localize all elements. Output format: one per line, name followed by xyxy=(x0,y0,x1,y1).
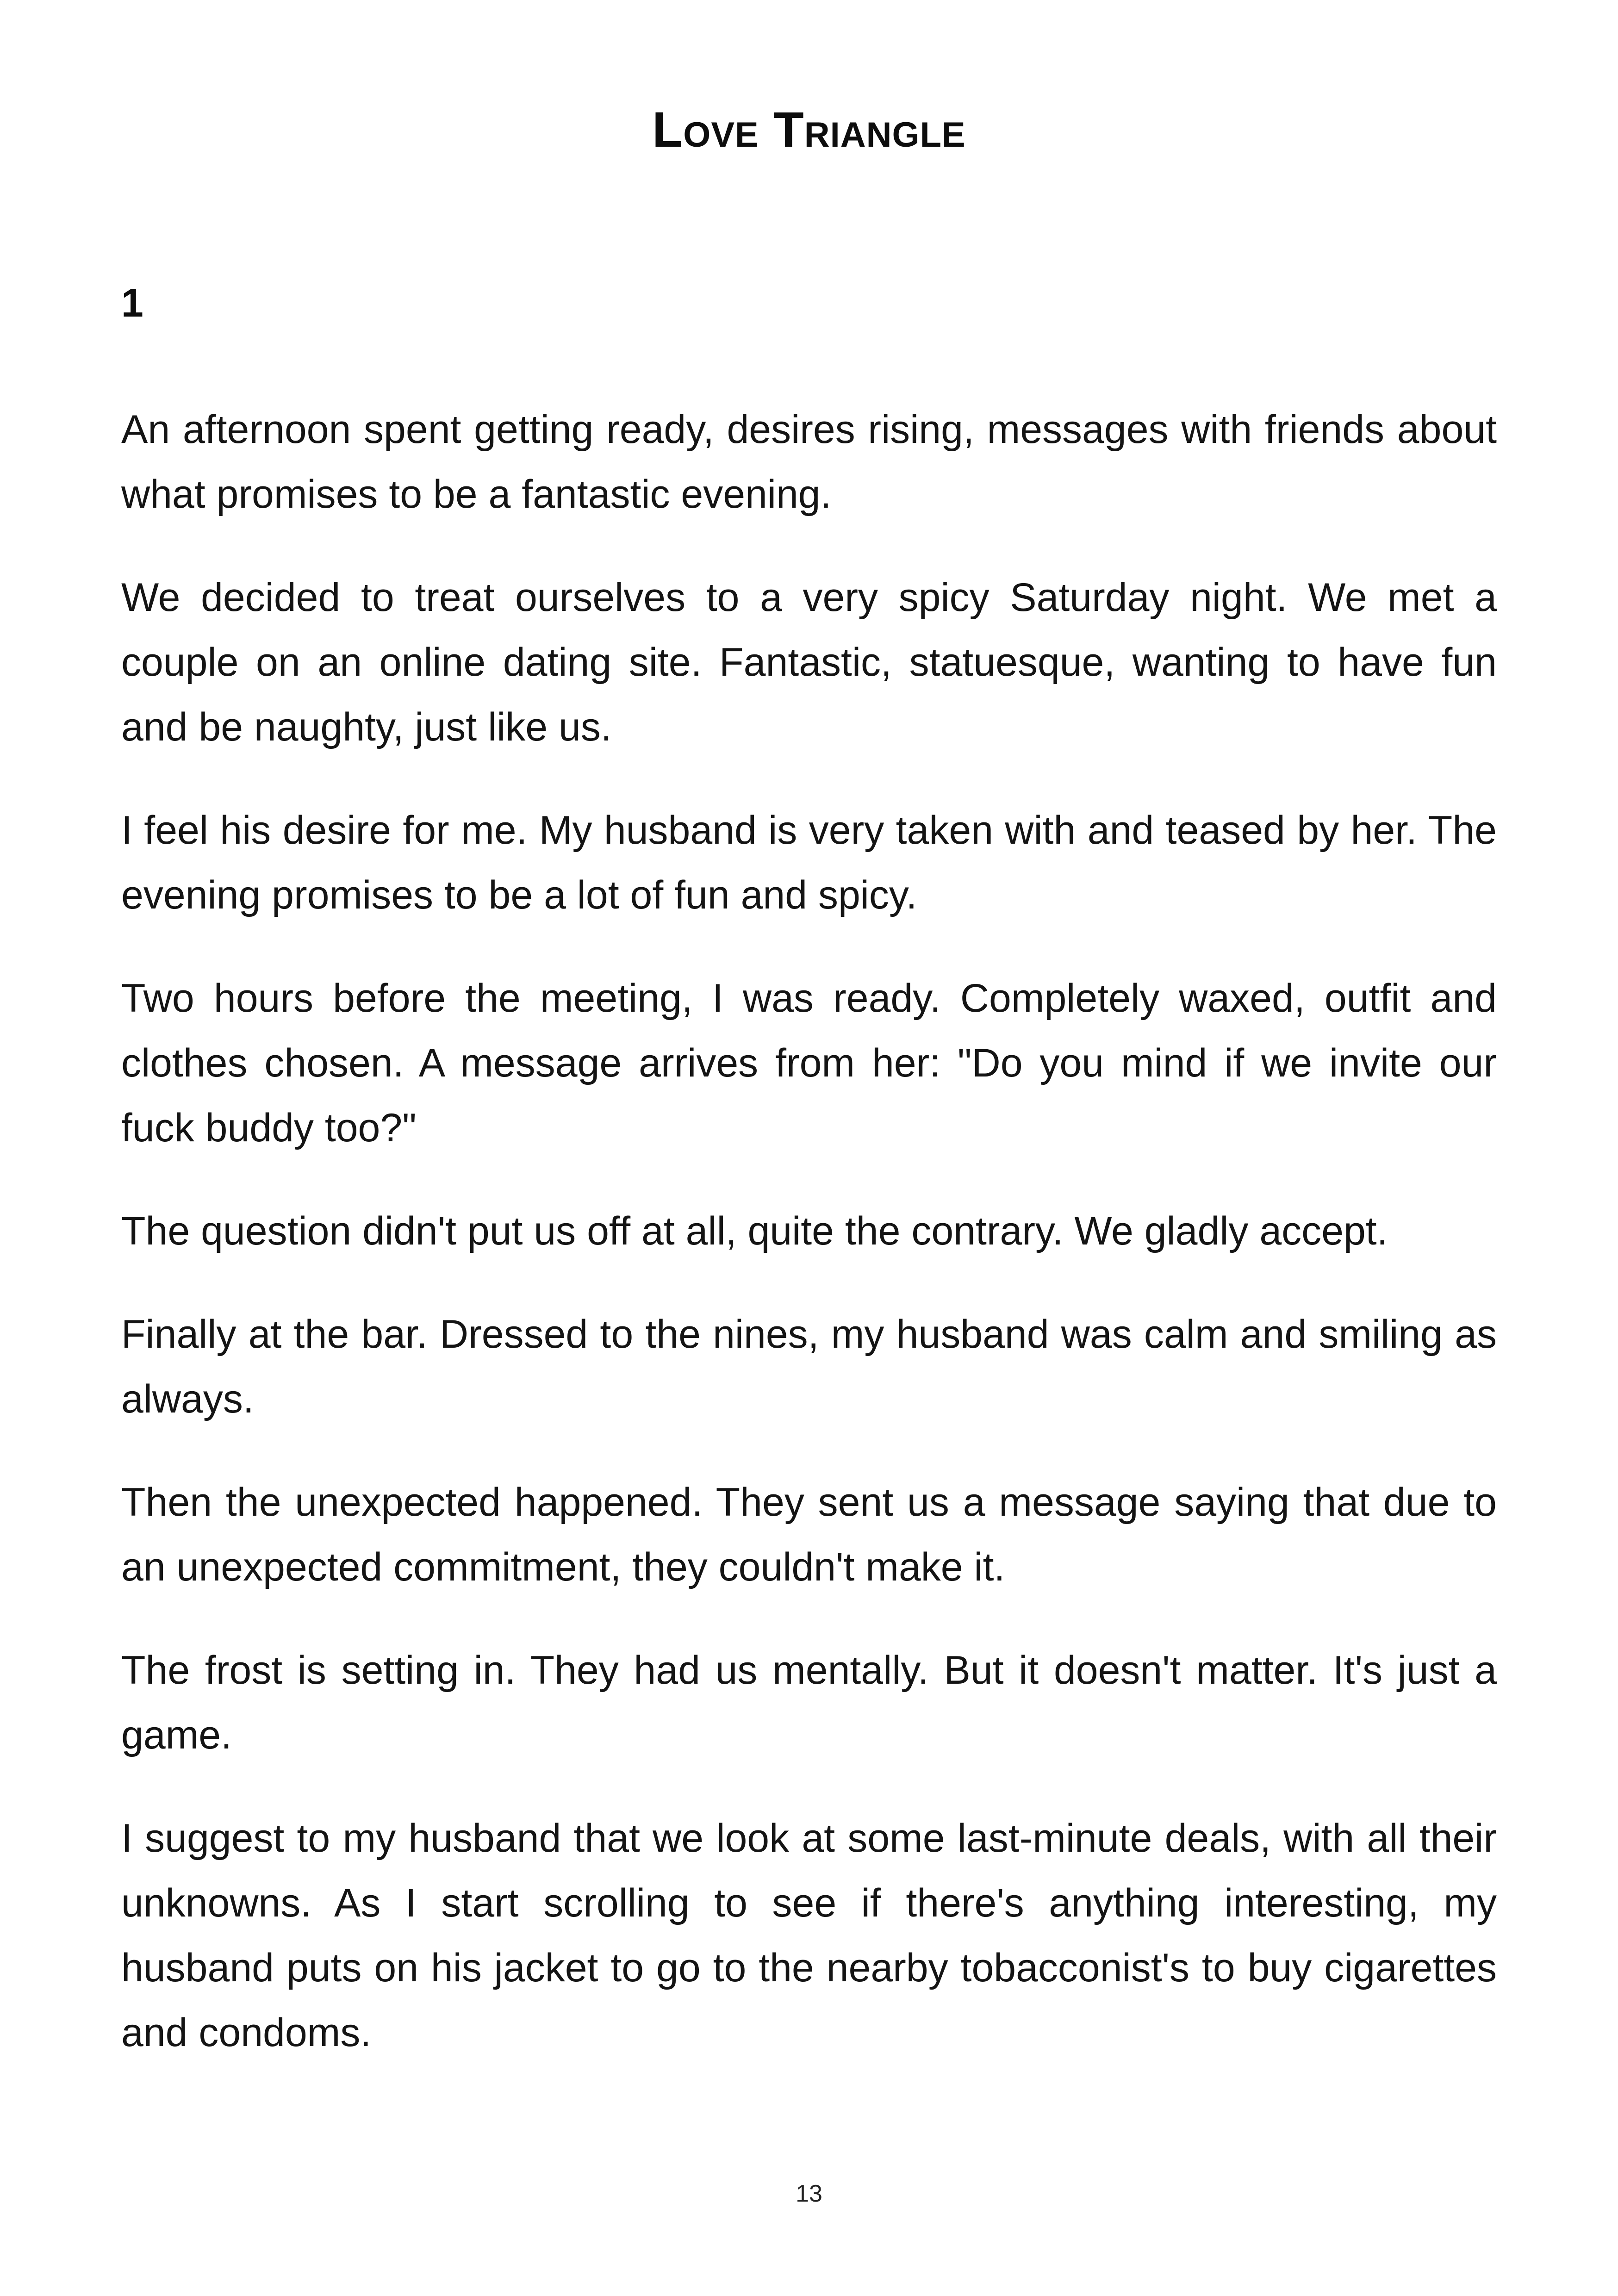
body-text xyxy=(121,397,1497,2103)
chapter-number: 1 xyxy=(121,281,143,325)
paragraph: An afternoon spent getting ready, desires rising, messages with friends about what promises to be a fantastic evening. xyxy=(121,407,1497,516)
paragraph: Two hours before the meeting, I was ready. Completely waxed, outfit and clothes chosen. A message arrives from her: "Do you mind if we invite our fuck buddy too?" xyxy=(121,976,1497,1150)
paragraph: The question didn't put us off at all, quite the contrary. We gladly accept. xyxy=(121,1209,1388,1253)
paragraph: Finally at the bar. Dressed to the nines, my husband was calm and smiling as always. xyxy=(121,1312,1497,1421)
paragraph: The frost is setting in. They had us mentally. But it doesn't matter. It's just a game. xyxy=(121,1648,1497,1757)
paragraph: We decided to treat ourselves to a very spicy Saturday night. We met a couple on an online dating site. Fantastic, statuesque, wanting to have fun and be naughty, just like us. xyxy=(121,575,1497,749)
page-number: 13 xyxy=(796,2180,822,2207)
paragraph: I feel his desire for me. My husband is very taken with and teased by her. The evening promises to be a lot of fun and spicy. xyxy=(121,808,1497,917)
chapter-title: Love Triangle xyxy=(652,101,966,157)
paragraph: I suggest to my husband that we look at some last-minute deals, with all their unknowns. As I start scrolling to see if there's anything interesting, my husband puts on his jacket to go to the nearby tobacconist's to buy cigarettes and condoms. xyxy=(121,1816,1497,2055)
paragraph: Then the unexpected happened. They sent us a message saying that due to an unexpected commitment, they couldn't make it. xyxy=(121,1480,1497,1589)
